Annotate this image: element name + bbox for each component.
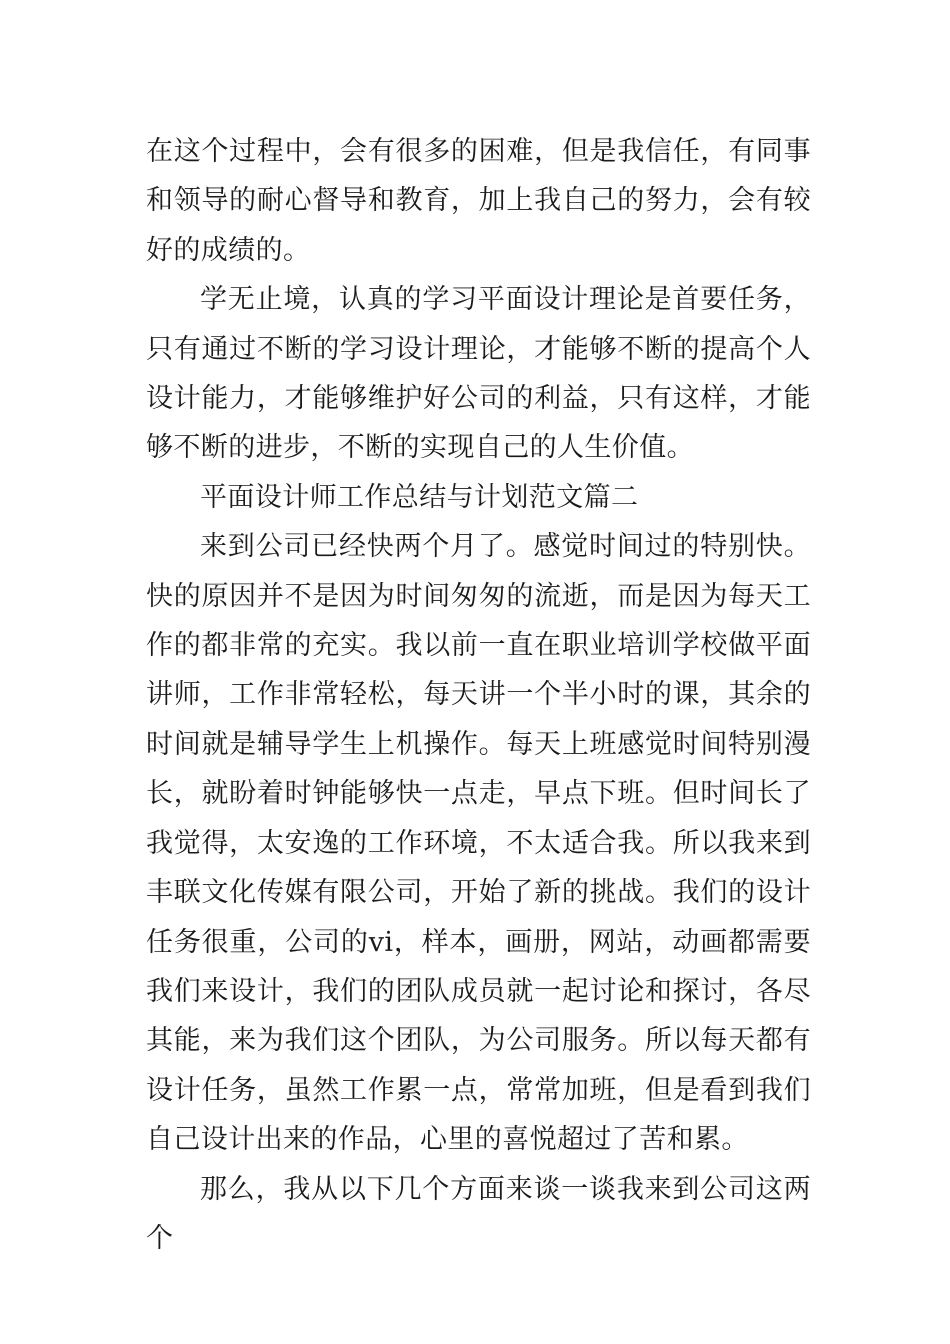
document-body xyxy=(146,127,811,1263)
paragraph-learning: 学无止境，认真的学习平面设计理论是首要任务，只有通过不断的学习设计理论，才能够不断的提高个人设计能力，才能够维护好公司的利益，只有这样，才能够不断的进步，不断的实现自己的人生价值。 xyxy=(146,284,811,464)
paragraph-company-experience: 来到公司已经快两个月了。感觉时间过的特别快。快的原因并不是因为时间匆匆的流逝，而是因为每天工作的都非常的充实。我以前一直在职业培训学校做平面讲师，工作非常轻松，每天讲一个半小时的课，其余的时间就是辅导学生上机操作。每天上班感觉时间特别漫长，就盼着时钟能够快一点走，早点下班。但时间长了我觉得，太安逸的工作环境，不太适合我。所以我来到丰联文化传媒有限公司，开始了新的挑战。我们的设计任务很重，公司的vi，样本，画册，网站，动画都需要我们来设计，我们的团队成员就一起讨论和探讨，各尽其能，来为我们这个团队，为公司服务。所以每天都有设计任务，虽然工作累一点，常常加班，但是看到我们自己设计出来的作品，心里的喜悦超过了苦和累。 xyxy=(146,531,811,1156)
paragraph-difficulties: 在这个过程中，会有很多的困难，但是我信任，有同事和领导的耐心督导和教育，加上我自己的努力，会有较好的成绩的。 xyxy=(146,136,811,266)
paragraph-aspects: 那么，我从以下几个方面来谈一谈我来到公司这两个 xyxy=(146,1173,811,1254)
section-heading: 平面设计师工作总结与计划范文篇二 xyxy=(200,481,639,513)
